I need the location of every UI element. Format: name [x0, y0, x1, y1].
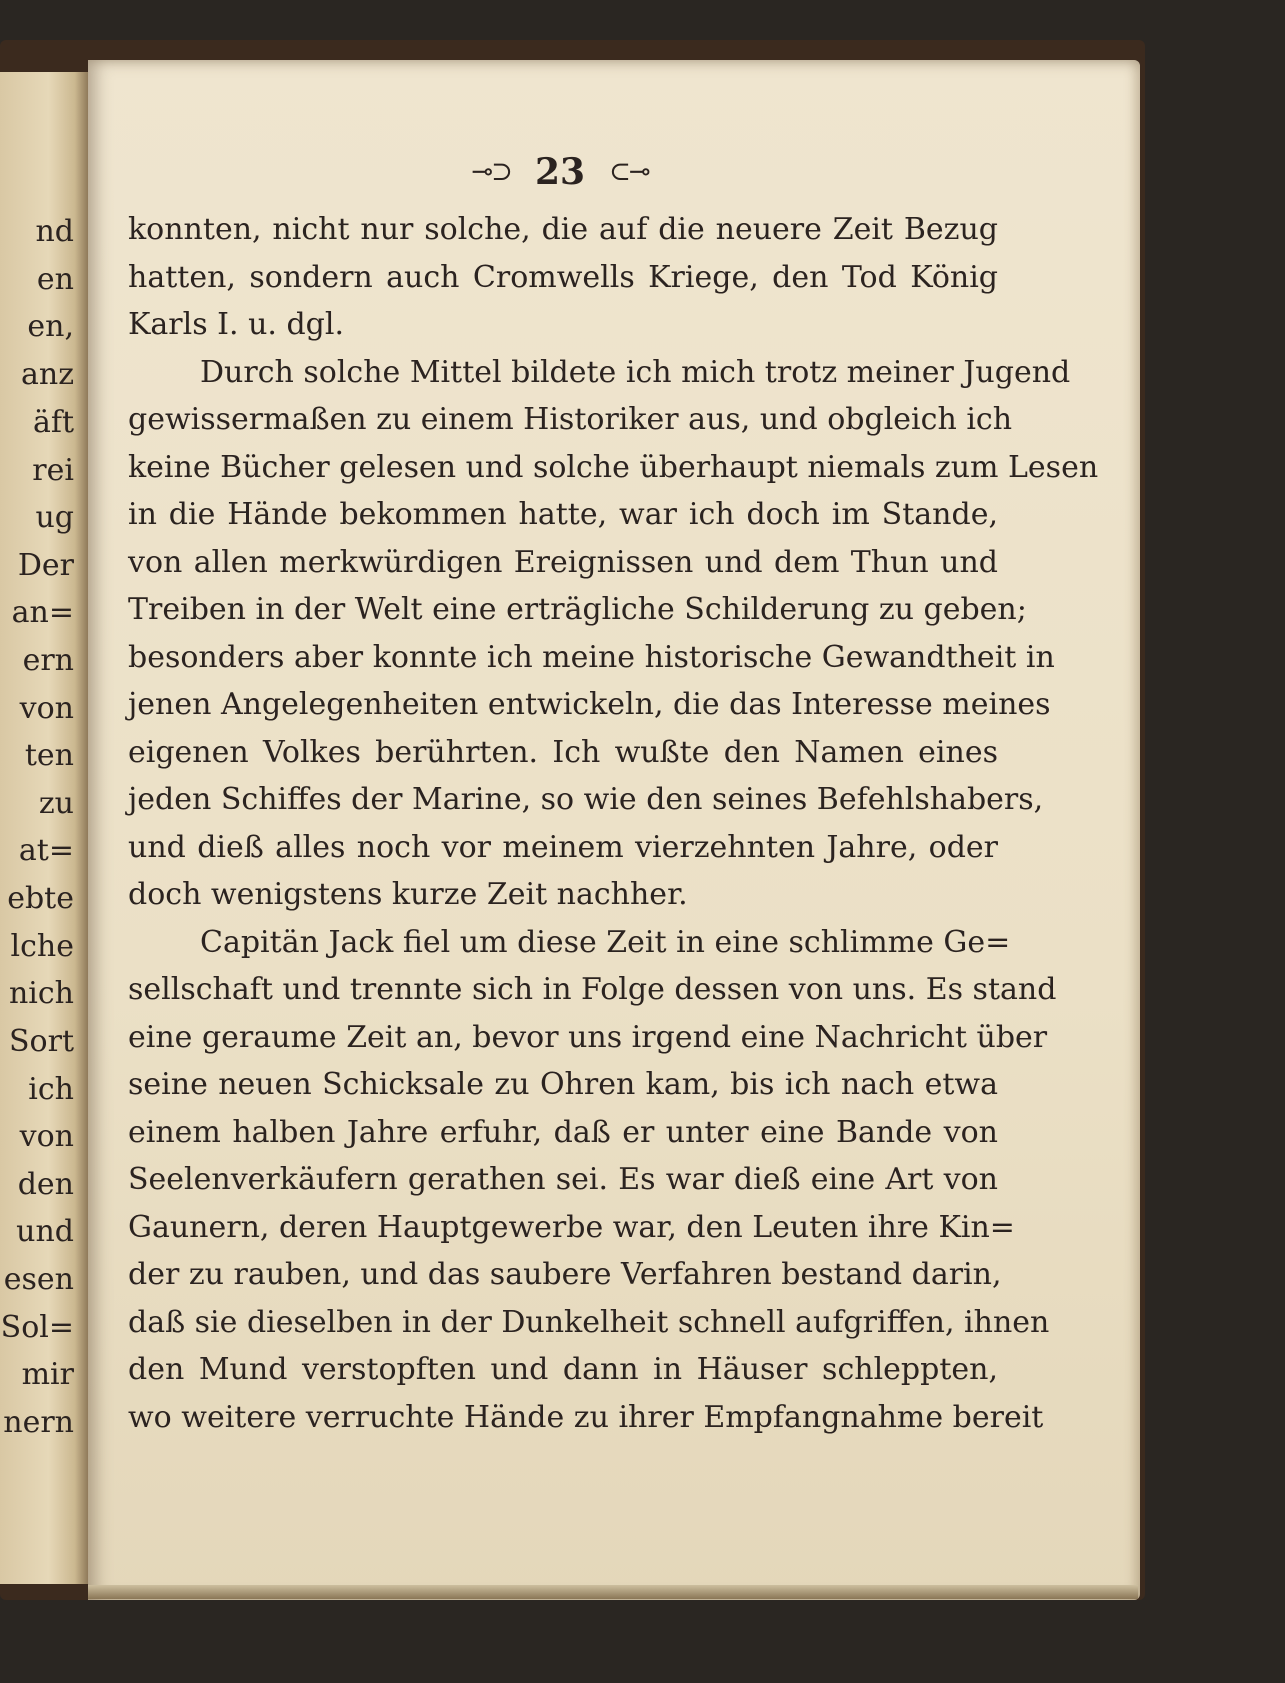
text-line: konnten, nicht nur solche, die auf die neuere Zeit Bezug	[128, 212, 998, 247]
text-line: seine neuen Schicksale zu Ohren kam, bis ich nach etwa	[128, 1067, 998, 1102]
left-fragment: äft	[32, 405, 74, 440]
left-fragment: ten	[24, 738, 74, 773]
text-line: wo weitere verruchte Hände zu ihrer Empfangnahme bereit	[128, 1399, 1044, 1435]
left-fragment: nern	[3, 1405, 74, 1440]
left-fragment: mir	[21, 1357, 74, 1392]
left-fragment: ebte	[7, 881, 74, 916]
page-header	[440, 148, 680, 196]
left-fragment: Sol=	[0, 1310, 74, 1345]
left-fragment: en	[36, 262, 74, 297]
ornament-left-icon: ⊸⊃	[471, 157, 511, 187]
left-fragment: den	[17, 1167, 74, 1202]
text-line: in die Hände bekommen hatte, war ich doch im Stande,	[128, 497, 998, 532]
page-body-text	[128, 206, 1099, 1441]
left-fragment: ich	[28, 1072, 74, 1107]
left-fragment: esen	[3, 1262, 74, 1297]
text-line: den Mund verstopften und dann in Häuser schleppten,	[128, 1352, 998, 1387]
text-line: jeden Schiffes der Marine, so wie den seines Befehlshabers,	[128, 782, 1044, 817]
page-bottom-edge	[88, 1585, 1138, 1599]
left-fragment: zu	[38, 786, 74, 821]
text-line: von allen merkwürdigen Ereignissen und dem Thun und	[128, 544, 998, 580]
text-line: doch wenigstens kurze Zeit nachher.	[128, 877, 688, 912]
text-line: hatten, sondern auch Cromwells Kriege, den Tod König	[128, 259, 998, 295]
left-fragment: rei	[32, 453, 74, 488]
left-fragment: und	[16, 1214, 74, 1249]
text-line: sellschaft und trennte sich in Folge dessen von uns. Es stand	[128, 972, 1057, 1007]
text-line: Seelenverkäufern gerathen sei. Es war dieß eine Art von	[128, 1162, 998, 1197]
left-fragment: nich	[8, 976, 74, 1011]
text-line: eigenen Volkes berührten. Ich wußte den Namen eines	[128, 734, 998, 770]
text-line: keine Bücher gelesen und solche überhaupt niemals zum Lesen	[128, 449, 1099, 485]
text-line: Treiben in der Welt eine erträgliche Schilderung zu geben;	[128, 592, 1027, 627]
text-line: der zu rauben, und das saubere Verfahren bestand darin,	[128, 1257, 1002, 1292]
left-fragment: en,	[27, 309, 74, 344]
text-line: daß sie dieselben in der Dunkelheit schnell aufgriffen, ihnen	[128, 1304, 1050, 1340]
text-line: Durch solche Mittel bildete ich mich trotz meiner Jugend	[200, 354, 1071, 390]
left-page-edge	[0, 72, 88, 1584]
page-number: 23	[534, 151, 586, 193]
left-fragment: anz	[20, 357, 74, 392]
left-fragment: at=	[18, 833, 74, 868]
left-fragment: an=	[11, 595, 74, 630]
left-fragment: Sort	[8, 1024, 74, 1059]
left-fragment: ug	[35, 500, 74, 535]
text-line: Karls I. u. dgl.	[128, 307, 345, 342]
text-line: Gaunern, deren Hauptgewerbe war, den Leuten ihre Kin=	[128, 1209, 1015, 1245]
text-line: Capitän Jack fiel um diese Zeit in eine schlimme Ge=	[200, 924, 1011, 960]
left-fragment: von	[19, 1119, 74, 1154]
text-line: eine geraume Zeit an, bevor uns irgend eine Nachricht über	[128, 1019, 1048, 1055]
text-line: jenen Angelegenheiten entwickeln, die das Interesse meines	[128, 687, 1051, 722]
text-line: besonders aber konnte ich meine historische Gewandtheit in	[128, 639, 1055, 675]
ornament-right-icon: ⊂⊸	[609, 157, 649, 187]
left-fragment: Der	[17, 548, 74, 583]
left-fragment: lche	[10, 929, 74, 964]
text-line: einem halben Jahre erfuhr, daß er unter eine Bande von	[128, 1114, 998, 1150]
left-fragment: nd	[35, 214, 74, 249]
text-line: und dieß alles noch vor meinem vierzehnten Jahre, oder	[128, 829, 998, 865]
text-line: gewissermaßen zu einem Historiker aus, und obgleich ich	[128, 402, 1013, 437]
left-fragment: ern	[22, 643, 74, 678]
left-fragment: von	[19, 691, 74, 726]
